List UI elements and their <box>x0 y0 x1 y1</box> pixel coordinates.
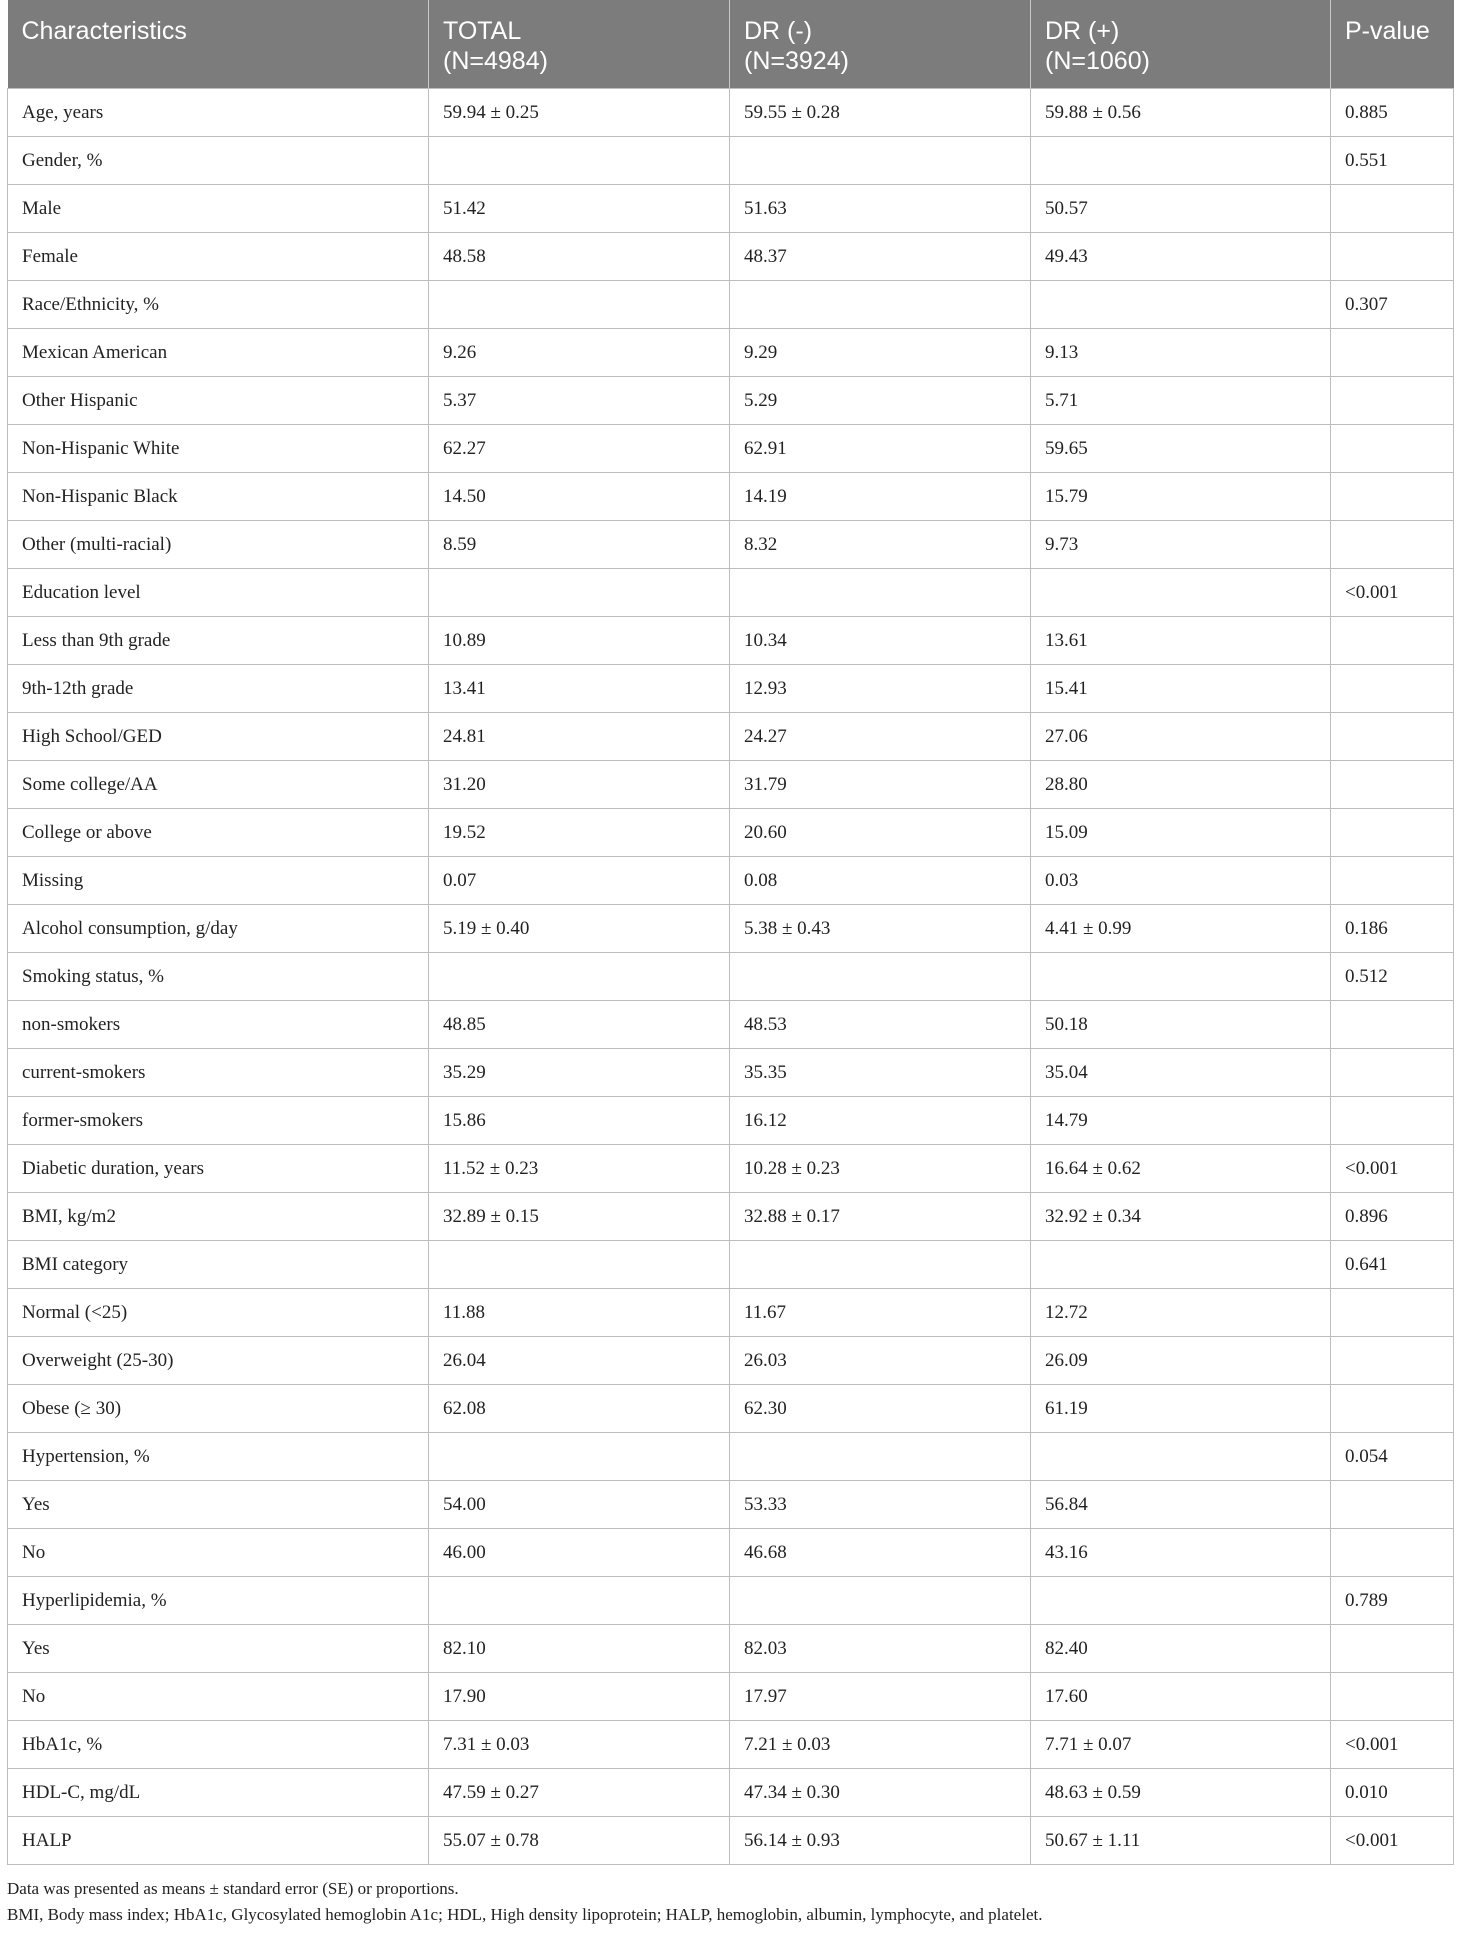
cell-total: 31.20 <box>429 761 730 809</box>
cell-characteristic: Normal (<25) <box>8 1289 429 1337</box>
cell-p-value <box>1331 617 1454 665</box>
cell-characteristic: BMI, kg/m2 <box>8 1193 429 1241</box>
footnote-abbreviations: BMI, Body mass index; HbA1c, Glycosylated hemoglobin A1c; HDL, High density lipoprotein; HALP, hemoglobin, albumin, lymphocyte, and platelet. <box>7 1905 1043 1924</box>
table-row <box>8 1001 1454 1049</box>
cell-dr-positive: 14.79 <box>1031 1097 1331 1145</box>
header-sublabel: (N=3924) <box>744 47 849 75</box>
cell-total: 11.52 ± 0.23 <box>429 1145 730 1193</box>
cell-p-value: <0.001 <box>1331 1145 1454 1193</box>
table-row <box>8 809 1454 857</box>
header-label: P-value <box>1345 17 1430 45</box>
header-p-value <box>1331 0 1454 89</box>
header-label: TOTAL <box>443 17 522 45</box>
cell-p-value <box>1331 329 1454 377</box>
cell-p-value <box>1331 425 1454 473</box>
cell-p-value <box>1331 1385 1454 1433</box>
cell-total: 8.59 <box>429 521 730 569</box>
table-row <box>8 953 1454 1001</box>
cell-dr-negative: 7.21 ± 0.03 <box>730 1721 1031 1769</box>
cell-characteristic: non-smokers <box>8 1001 429 1049</box>
table-row <box>8 89 1454 137</box>
cell-dr-negative <box>730 137 1031 185</box>
cell-dr-negative: 9.29 <box>730 329 1031 377</box>
cell-characteristic: Other (multi-racial) <box>8 521 429 569</box>
cell-dr-positive: 13.61 <box>1031 617 1331 665</box>
cell-dr-positive: 16.64 ± 0.62 <box>1031 1145 1331 1193</box>
cell-characteristic: Overweight (25-30) <box>8 1337 429 1385</box>
header-row <box>8 0 1454 89</box>
cell-characteristic: Diabetic duration, years <box>8 1145 429 1193</box>
cell-dr-negative: 35.35 <box>730 1049 1031 1097</box>
cell-total: 5.37 <box>429 377 730 425</box>
cell-characteristic: High School/GED <box>8 713 429 761</box>
table-row <box>8 761 1454 809</box>
cell-characteristic: Female <box>8 233 429 281</box>
cell-total: 55.07 ± 0.78 <box>429 1817 730 1865</box>
header-characteristics <box>8 0 429 89</box>
table-row <box>8 665 1454 713</box>
cell-dr-negative: 16.12 <box>730 1097 1031 1145</box>
cell-characteristic: No <box>8 1673 429 1721</box>
cell-characteristic: 9th-12th grade <box>8 665 429 713</box>
cell-dr-positive: 26.09 <box>1031 1337 1331 1385</box>
cell-dr-negative <box>730 569 1031 617</box>
cell-dr-positive: 15.41 <box>1031 665 1331 713</box>
cell-dr-positive: 48.63 ± 0.59 <box>1031 1769 1331 1817</box>
header-dr-negative <box>730 0 1031 89</box>
cell-p-value <box>1331 1289 1454 1337</box>
cell-p-value: 0.896 <box>1331 1193 1454 1241</box>
cell-characteristic: BMI category <box>8 1241 429 1289</box>
table-row <box>8 713 1454 761</box>
cell-dr-negative: 5.29 <box>730 377 1031 425</box>
cell-characteristic: HDL-C, mg/dL <box>8 1769 429 1817</box>
cell-dr-negative: 24.27 <box>730 713 1031 761</box>
table-row <box>8 1097 1454 1145</box>
cell-characteristic: HALP <box>8 1817 429 1865</box>
cell-dr-negative: 20.60 <box>730 809 1031 857</box>
cell-total: 9.26 <box>429 329 730 377</box>
cell-dr-positive: 15.09 <box>1031 809 1331 857</box>
cell-p-value <box>1331 1481 1454 1529</box>
cell-dr-positive: 61.19 <box>1031 1385 1331 1433</box>
cell-dr-negative <box>730 1577 1031 1625</box>
cell-total: 7.31 ± 0.03 <box>429 1721 730 1769</box>
cell-total <box>429 281 730 329</box>
table-row <box>8 905 1454 953</box>
cell-p-value: 0.789 <box>1331 1577 1454 1625</box>
cell-dr-negative: 8.32 <box>730 521 1031 569</box>
cell-total: 51.42 <box>429 185 730 233</box>
table-row <box>8 377 1454 425</box>
cell-dr-negative: 46.68 <box>730 1529 1031 1577</box>
cell-total: 11.88 <box>429 1289 730 1337</box>
table-row <box>8 1433 1454 1481</box>
cell-dr-positive <box>1031 953 1331 1001</box>
cell-total <box>429 137 730 185</box>
cell-dr-positive <box>1031 1577 1331 1625</box>
cell-p-value <box>1331 665 1454 713</box>
cell-dr-negative: 31.79 <box>730 761 1031 809</box>
cell-p-value <box>1331 521 1454 569</box>
cell-dr-negative: 10.28 ± 0.23 <box>730 1145 1031 1193</box>
cell-dr-positive: 49.43 <box>1031 233 1331 281</box>
cell-characteristic: Gender, % <box>8 137 429 185</box>
cell-dr-negative: 48.37 <box>730 233 1031 281</box>
cell-total: 10.89 <box>429 617 730 665</box>
cell-characteristic: Less than 9th grade <box>8 617 429 665</box>
cell-dr-negative <box>730 1241 1031 1289</box>
cell-characteristic: Non-Hispanic White <box>8 425 429 473</box>
cell-total: 54.00 <box>429 1481 730 1529</box>
table-row <box>8 1529 1454 1577</box>
table-row <box>8 1289 1454 1337</box>
cell-dr-positive: 50.67 ± 1.11 <box>1031 1817 1331 1865</box>
cell-p-value: <0.001 <box>1331 569 1454 617</box>
cell-p-value: 0.054 <box>1331 1433 1454 1481</box>
cell-total: 0.07 <box>429 857 730 905</box>
footnote-data-presentation: Data was presented as means ± standard error (SE) or proportions. <box>7 1879 459 1898</box>
cell-p-value: 0.551 <box>1331 137 1454 185</box>
cell-total <box>429 569 730 617</box>
cell-total: 26.04 <box>429 1337 730 1385</box>
cell-dr-positive: 82.40 <box>1031 1625 1331 1673</box>
header-sublabel: (N=1060) <box>1045 47 1150 75</box>
table-row <box>8 1577 1454 1625</box>
cell-dr-negative: 10.34 <box>730 617 1031 665</box>
cell-p-value: 0.010 <box>1331 1769 1454 1817</box>
cell-p-value: <0.001 <box>1331 1721 1454 1769</box>
cell-dr-negative: 14.19 <box>730 473 1031 521</box>
cell-dr-positive: 32.92 ± 0.34 <box>1031 1193 1331 1241</box>
cell-dr-negative: 11.67 <box>730 1289 1031 1337</box>
table-footnotes <box>7 1876 1453 1928</box>
cell-p-value <box>1331 1673 1454 1721</box>
cell-dr-negative <box>730 1433 1031 1481</box>
cell-dr-positive: 12.72 <box>1031 1289 1331 1337</box>
cell-characteristic: Other Hispanic <box>8 377 429 425</box>
cell-p-value <box>1331 1625 1454 1673</box>
table-row <box>8 281 1454 329</box>
cell-characteristic: Mexican American <box>8 329 429 377</box>
table-row <box>8 617 1454 665</box>
cell-characteristic: former-smokers <box>8 1097 429 1145</box>
cell-characteristic: Missing <box>8 857 429 905</box>
cell-total: 47.59 ± 0.27 <box>429 1769 730 1817</box>
cell-dr-negative: 62.30 <box>730 1385 1031 1433</box>
cell-p-value <box>1331 857 1454 905</box>
cell-p-value <box>1331 377 1454 425</box>
cell-characteristic: Education level <box>8 569 429 617</box>
cell-total: 32.89 ± 0.15 <box>429 1193 730 1241</box>
cell-total: 59.94 ± 0.25 <box>429 89 730 137</box>
cell-total: 48.85 <box>429 1001 730 1049</box>
cell-characteristic: Hyperlipidemia, % <box>8 1577 429 1625</box>
cell-dr-positive <box>1031 1433 1331 1481</box>
table-row <box>8 1145 1454 1193</box>
cell-dr-negative <box>730 281 1031 329</box>
cell-dr-negative: 62.91 <box>730 425 1031 473</box>
cell-total <box>429 1241 730 1289</box>
cell-p-value <box>1331 761 1454 809</box>
cell-dr-positive: 9.73 <box>1031 521 1331 569</box>
cell-total: 14.50 <box>429 473 730 521</box>
cell-p-value <box>1331 233 1454 281</box>
cell-dr-negative: 48.53 <box>730 1001 1031 1049</box>
cell-characteristic: current-smokers <box>8 1049 429 1097</box>
cell-dr-negative: 82.03 <box>730 1625 1031 1673</box>
cell-total <box>429 953 730 1001</box>
cell-dr-negative <box>730 953 1031 1001</box>
cell-dr-negative: 53.33 <box>730 1481 1031 1529</box>
cell-characteristic: No <box>8 1529 429 1577</box>
table-row <box>8 1385 1454 1433</box>
cell-dr-positive <box>1031 281 1331 329</box>
cell-characteristic: Some college/AA <box>8 761 429 809</box>
cell-dr-positive <box>1031 569 1331 617</box>
cell-dr-positive: 43.16 <box>1031 1529 1331 1577</box>
cell-p-value: 0.641 <box>1331 1241 1454 1289</box>
cell-characteristic: Age, years <box>8 89 429 137</box>
cell-characteristic: HbA1c, % <box>8 1721 429 1769</box>
cell-p-value: 0.307 <box>1331 281 1454 329</box>
cell-total: 62.08 <box>429 1385 730 1433</box>
cell-total <box>429 1577 730 1625</box>
cell-total: 35.29 <box>429 1049 730 1097</box>
table-row <box>8 1193 1454 1241</box>
cell-characteristic: Yes <box>8 1481 429 1529</box>
cell-p-value <box>1331 1049 1454 1097</box>
table-row <box>8 1673 1454 1721</box>
cell-dr-positive: 27.06 <box>1031 713 1331 761</box>
cell-p-value <box>1331 1001 1454 1049</box>
cell-total: 48.58 <box>429 233 730 281</box>
cell-total <box>429 1433 730 1481</box>
table-row <box>8 185 1454 233</box>
cell-dr-positive: 0.03 <box>1031 857 1331 905</box>
cell-characteristic: Obese (≥ 30) <box>8 1385 429 1433</box>
cell-dr-positive: 59.65 <box>1031 425 1331 473</box>
table-row <box>8 1769 1454 1817</box>
cell-dr-positive <box>1031 1241 1331 1289</box>
header-total <box>429 0 730 89</box>
cell-dr-positive: 50.57 <box>1031 185 1331 233</box>
cell-dr-negative: 47.34 ± 0.30 <box>730 1769 1031 1817</box>
cell-characteristic: Smoking status, % <box>8 953 429 1001</box>
cell-characteristic: Yes <box>8 1625 429 1673</box>
cell-dr-negative: 0.08 <box>730 857 1031 905</box>
table-row <box>8 233 1454 281</box>
cell-dr-negative: 56.14 ± 0.93 <box>730 1817 1031 1865</box>
cell-total: 62.27 <box>429 425 730 473</box>
cell-dr-positive: 4.41 ± 0.99 <box>1031 905 1331 953</box>
cell-p-value <box>1331 713 1454 761</box>
cell-dr-positive: 56.84 <box>1031 1481 1331 1529</box>
cell-p-value <box>1331 1337 1454 1385</box>
characteristics-table <box>7 0 1454 1865</box>
cell-dr-negative: 32.88 ± 0.17 <box>730 1193 1031 1241</box>
cell-p-value <box>1331 185 1454 233</box>
cell-characteristic: College or above <box>8 809 429 857</box>
header-label: DR (-) <box>744 17 813 45</box>
cell-p-value <box>1331 473 1454 521</box>
cell-total: 15.86 <box>429 1097 730 1145</box>
cell-characteristic: Male <box>8 185 429 233</box>
header-label: DR (+) <box>1045 17 1120 45</box>
cell-total: 46.00 <box>429 1529 730 1577</box>
cell-p-value <box>1331 1529 1454 1577</box>
table-row <box>8 1049 1454 1097</box>
cell-dr-positive: 5.71 <box>1031 377 1331 425</box>
table-row <box>8 857 1454 905</box>
cell-p-value: <0.001 <box>1331 1817 1454 1865</box>
table-header <box>8 0 1454 89</box>
table-row <box>8 569 1454 617</box>
cell-total: 19.52 <box>429 809 730 857</box>
cell-p-value: 0.512 <box>1331 953 1454 1001</box>
cell-dr-positive: 15.79 <box>1031 473 1331 521</box>
cell-dr-positive: 28.80 <box>1031 761 1331 809</box>
table-row <box>8 137 1454 185</box>
cell-dr-positive: 35.04 <box>1031 1049 1331 1097</box>
cell-dr-negative: 51.63 <box>730 185 1031 233</box>
cell-dr-positive: 17.60 <box>1031 1673 1331 1721</box>
cell-characteristic: Hypertension, % <box>8 1433 429 1481</box>
cell-dr-negative: 17.97 <box>730 1673 1031 1721</box>
cell-dr-positive: 9.13 <box>1031 329 1331 377</box>
cell-characteristic: Non-Hispanic Black <box>8 473 429 521</box>
cell-dr-negative: 12.93 <box>730 665 1031 713</box>
cell-total: 82.10 <box>429 1625 730 1673</box>
table-row <box>8 473 1454 521</box>
cell-total: 17.90 <box>429 1673 730 1721</box>
table-row <box>8 1721 1454 1769</box>
cell-dr-positive: 50.18 <box>1031 1001 1331 1049</box>
cell-characteristic: Race/Ethnicity, % <box>8 281 429 329</box>
table-row <box>8 425 1454 473</box>
cell-p-value: 0.885 <box>1331 89 1454 137</box>
header-dr-positive <box>1031 0 1331 89</box>
cell-dr-negative: 59.55 ± 0.28 <box>730 89 1031 137</box>
table-body <box>8 89 1454 1865</box>
cell-characteristic: Alcohol consumption, g/day <box>8 905 429 953</box>
cell-dr-positive: 59.88 ± 0.56 <box>1031 89 1331 137</box>
table-row <box>8 329 1454 377</box>
table-row <box>8 1481 1454 1529</box>
table-row <box>8 1625 1454 1673</box>
table-row <box>8 1817 1454 1865</box>
header-label: Characteristics <box>21 17 187 45</box>
cell-dr-positive <box>1031 137 1331 185</box>
table-row <box>8 1337 1454 1385</box>
table-container <box>7 0 1453 1865</box>
cell-p-value <box>1331 809 1454 857</box>
cell-total: 13.41 <box>429 665 730 713</box>
cell-dr-positive: 7.71 ± 0.07 <box>1031 1721 1331 1769</box>
cell-dr-negative: 5.38 ± 0.43 <box>730 905 1031 953</box>
cell-total: 24.81 <box>429 713 730 761</box>
header-sublabel: (N=4984) <box>443 47 548 75</box>
table-row <box>8 521 1454 569</box>
table-row <box>8 1241 1454 1289</box>
cell-p-value: 0.186 <box>1331 905 1454 953</box>
cell-dr-negative: 26.03 <box>730 1337 1031 1385</box>
cell-total: 5.19 ± 0.40 <box>429 905 730 953</box>
cell-p-value <box>1331 1097 1454 1145</box>
